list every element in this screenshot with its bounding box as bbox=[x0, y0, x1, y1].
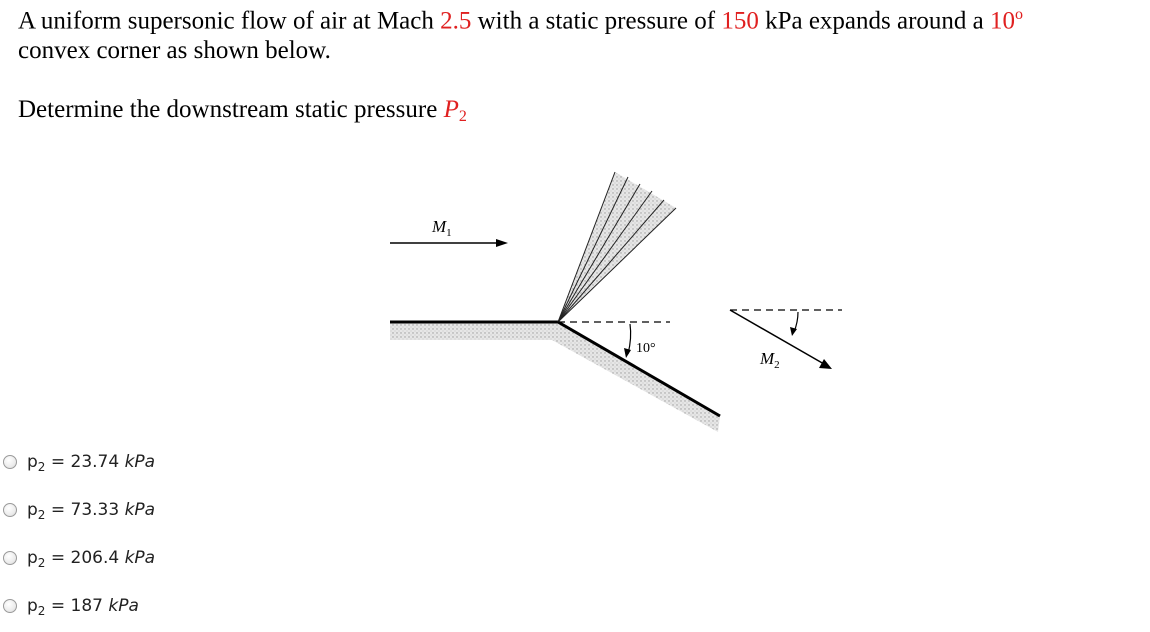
m2-arrowhead bbox=[819, 359, 832, 369]
angle-value: 10 bbox=[990, 7, 1016, 35]
pressure-value: 150 bbox=[721, 7, 759, 35]
wall-shading bbox=[390, 322, 720, 432]
radio-button-1[interactable] bbox=[3, 455, 17, 469]
prompt-text: Determine the downstream static pressure bbox=[18, 96, 444, 123]
angle-arrowhead bbox=[624, 348, 631, 358]
radio-button-3[interactable] bbox=[3, 551, 17, 565]
m2-arrow bbox=[730, 310, 824, 364]
option-1-text: $p_2 = 23.74$ kPa bbox=[27, 452, 156, 474]
radio-button-2[interactable] bbox=[3, 503, 17, 517]
question-prompt bbox=[18, 95, 467, 132]
degree-symbol: o bbox=[1015, 6, 1024, 23]
mach-value: 2.5 bbox=[440, 7, 472, 35]
question-part1: A uniform supersonic flow of air at Mach bbox=[18, 7, 441, 35]
question-part2: with a static pressure of bbox=[471, 7, 722, 35]
question-line2: convex corner as shown below. bbox=[18, 37, 331, 65]
expansion-fan-diagram bbox=[380, 160, 850, 440]
option-4-text: $p_2 = 187$ kPa bbox=[27, 596, 139, 618]
m1-label: $M_1$ bbox=[432, 217, 452, 239]
question-text bbox=[18, 0, 1143, 66]
expansion-fan bbox=[558, 172, 676, 322]
angle-label: 10° bbox=[636, 341, 656, 356]
radio-button-4[interactable] bbox=[3, 599, 17, 613]
m1-arrowhead bbox=[496, 239, 508, 247]
option-3-text: $p_2 = 206.4$ kPa bbox=[27, 548, 156, 570]
question-part3: kPa expands around a bbox=[758, 7, 991, 35]
option-2-text: $p_2 = 73.33$ kPa bbox=[27, 500, 156, 522]
prompt-subscript: 2 bbox=[458, 108, 467, 125]
prompt-symbol: P bbox=[443, 96, 459, 123]
m2-label: $M_2$ bbox=[760, 349, 780, 371]
